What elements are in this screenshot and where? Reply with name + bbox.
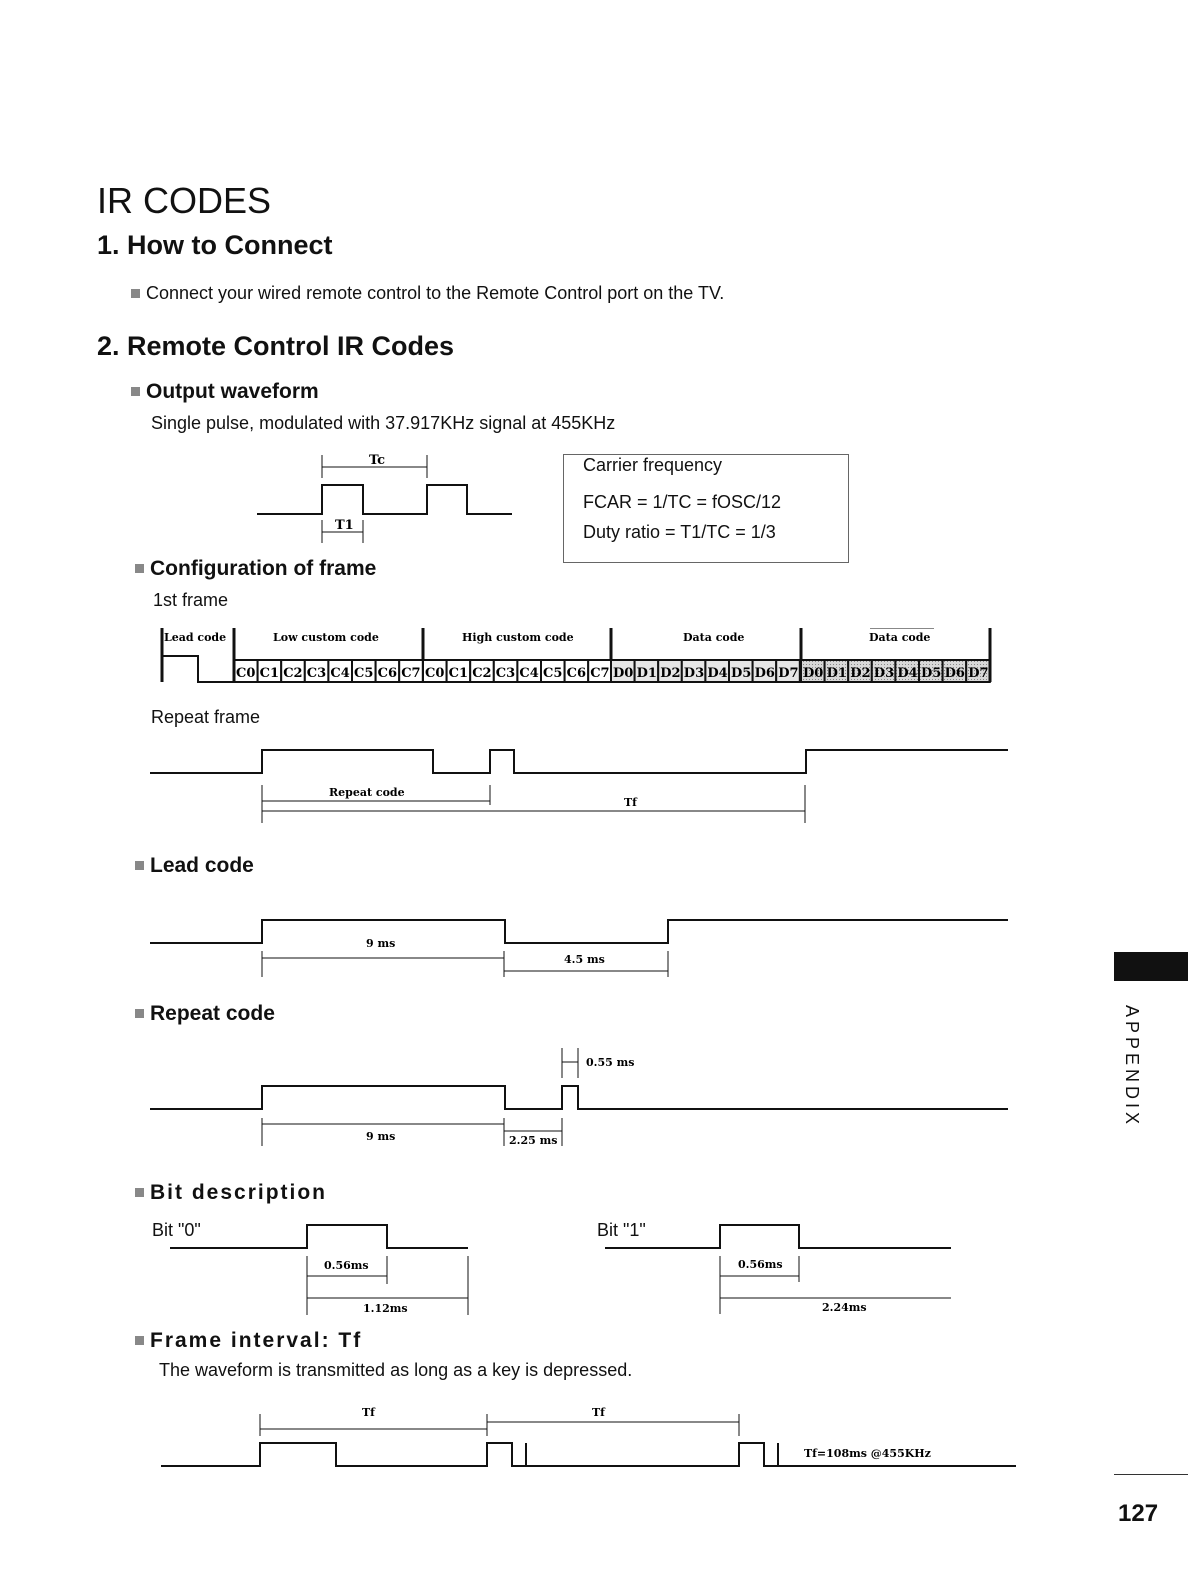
- carrier-waveform-line: [257, 485, 512, 514]
- group-label-high-custom: High custom code: [462, 631, 574, 644]
- group-label-inv-data: Data code: [869, 631, 931, 644]
- data-bit-label: D0: [613, 666, 634, 681]
- group-label-data: Data code: [683, 631, 745, 644]
- lead-code-heading-text: Lead code: [150, 854, 254, 877]
- repeat-9ms-label: 9 ms: [366, 1130, 396, 1143]
- bit-description-heading-text: Bit description: [150, 1181, 328, 1204]
- data-bit-label: D7: [778, 666, 799, 681]
- output-waveform-heading: [131, 380, 319, 404]
- high-custom-bit-label: C0: [425, 666, 445, 681]
- group-label-lead: Lead code: [164, 631, 227, 644]
- connect-instruction-text: Connect your wired remote control to the Remote Control port on the TV.: [146, 283, 725, 303]
- low-custom-bit-label: C6: [377, 666, 398, 681]
- frame-interval-description: The waveform is transmitted as long as a key is depressed.: [159, 1360, 633, 1380]
- inv-data-bit-label: D1: [826, 666, 847, 681]
- high-custom-bit-label: C5: [543, 666, 563, 681]
- bit1-diagram: [605, 1218, 955, 1328]
- inv-data-bit-label: D7: [968, 666, 989, 681]
- output-waveform-description: Single pulse, modulated with 37.917KHz signal at 455KHz: [151, 413, 616, 433]
- output-waveform-heading-text: Output waveform: [146, 380, 319, 403]
- frame-structure-diagram: [158, 628, 1004, 690]
- frame-config-heading-text: Configuration of frame: [150, 557, 377, 580]
- appendix-side-label: APPENDIX: [1122, 1005, 1142, 1129]
- page-number-rule: [1114, 1474, 1188, 1475]
- high-custom-bit-label: C1: [448, 666, 469, 681]
- low-custom-bit-label: C3: [306, 666, 327, 681]
- data-bit-label: D4: [707, 666, 728, 681]
- carrier-title: Carrier frequency: [583, 455, 723, 475]
- lead-code-waveform: [150, 920, 1008, 943]
- bullet-icon: [135, 1188, 144, 1197]
- low-custom-bit-label: C4: [330, 666, 350, 681]
- data-bit-label: D2: [660, 666, 681, 681]
- tf-span-label: Tf: [624, 796, 637, 809]
- low-custom-bit-label: C0: [236, 666, 256, 681]
- low-custom-bit-label: C7: [401, 666, 421, 681]
- inv-data-bit-label: D3: [873, 666, 895, 681]
- high-custom-bit-label: C3: [495, 666, 516, 681]
- bit1-total-label: 2.24ms: [822, 1301, 867, 1314]
- low-custom-bit-label: C1: [259, 666, 280, 681]
- tc-label: Tc: [369, 453, 386, 468]
- bullet-icon: [135, 861, 144, 870]
- data-bit-label: D5: [731, 666, 752, 681]
- tf1-label: Tf: [362, 1406, 375, 1419]
- bullet-icon: [135, 1336, 144, 1345]
- bit1-label: Bit "1": [597, 1220, 646, 1240]
- carrier-waveform-diagram: [250, 450, 520, 550]
- page-title: IR CODES: [97, 180, 272, 221]
- lead-code-diagram: [150, 915, 1020, 985]
- lead-9ms-label: 9 ms: [366, 937, 396, 950]
- bullet-icon: [135, 564, 144, 573]
- bit-description-heading: [135, 1181, 327, 1205]
- bullet-icon: [131, 387, 140, 396]
- high-custom-bit-label: C2: [472, 666, 492, 681]
- high-custom-bit-label: C6: [566, 666, 587, 681]
- low-custom-bit-label: C5: [354, 666, 374, 681]
- repeat-225ms-label: 2.25 ms: [509, 1134, 558, 1147]
- repeat-code-heading-text: Repeat code: [150, 1002, 275, 1025]
- bullet-icon: [131, 289, 140, 298]
- bit1-high-label: 0.56ms: [738, 1258, 783, 1271]
- frame-interval-heading-text: Frame interval: Tf: [150, 1329, 363, 1352]
- inv-data-bit-label: D4: [897, 666, 918, 681]
- repeat-code-waveform: [150, 1086, 1008, 1109]
- frame-interval-diagram: [158, 1402, 1018, 1482]
- bit0-label: Bit "0": [152, 1220, 201, 1240]
- repeat-frame-waveform: [150, 750, 1008, 773]
- group-label-low-custom: Low custom code: [273, 631, 379, 644]
- frame-config-heading: [135, 557, 376, 581]
- fcar-formula: FCAR = 1/TC = fOSC/12: [583, 492, 782, 512]
- tf2-label: Tf: [592, 1406, 605, 1419]
- carrier-frequency-box: [563, 454, 849, 563]
- inv-data-bit-label: D2: [850, 666, 871, 681]
- bit0-diagram: [170, 1218, 480, 1328]
- first-frame-label: 1st frame: [153, 590, 229, 610]
- inv-data-bit-label: D0: [803, 666, 824, 681]
- repeat-code-heading: [135, 1002, 275, 1026]
- low-custom-bit-label: C2: [283, 666, 303, 681]
- duty-ratio-formula: Duty ratio = T1/TC = 1/3: [583, 522, 776, 542]
- section-heading-ir-codes: 2. Remote Control IR Codes: [97, 331, 455, 361]
- lead-45ms-label: 4.5 ms: [564, 953, 605, 966]
- connect-instruction: [131, 283, 724, 304]
- data-bit-label: D3: [683, 666, 705, 681]
- repeat-frame-diagram: [150, 745, 1020, 835]
- repeat-code-diagram: [150, 1042, 1020, 1157]
- t1-label: T1: [335, 518, 354, 533]
- bit0-high-label: 0.56ms: [324, 1259, 369, 1272]
- high-custom-bit-label: C7: [590, 666, 610, 681]
- page-number: 127: [1118, 1500, 1159, 1527]
- bit1-waveform: [605, 1225, 951, 1248]
- repeat-code-span-label: Repeat code: [329, 786, 405, 799]
- repeat-frame-label: Repeat frame: [151, 707, 261, 727]
- frame-interval-heading: [135, 1329, 362, 1353]
- inv-data-bit-label: D6: [944, 666, 965, 681]
- bit0-waveform: [170, 1225, 468, 1248]
- data-bit-label: D6: [754, 666, 775, 681]
- lead-code-heading: [135, 854, 254, 878]
- high-custom-bit-label: C4: [519, 666, 539, 681]
- tf-note: Tf=108ms @455KHz: [804, 1447, 931, 1460]
- section-heading-connect: 1. How to Connect: [97, 230, 333, 260]
- bullet-icon: [135, 1009, 144, 1018]
- repeat-055ms-label: 0.55 ms: [586, 1056, 635, 1069]
- appendix-tab-marker: [1114, 952, 1188, 981]
- inv-data-bit-label: D5: [921, 666, 942, 681]
- bit0-total-label: 1.12ms: [363, 1302, 408, 1315]
- data-bit-label: D1: [636, 666, 657, 681]
